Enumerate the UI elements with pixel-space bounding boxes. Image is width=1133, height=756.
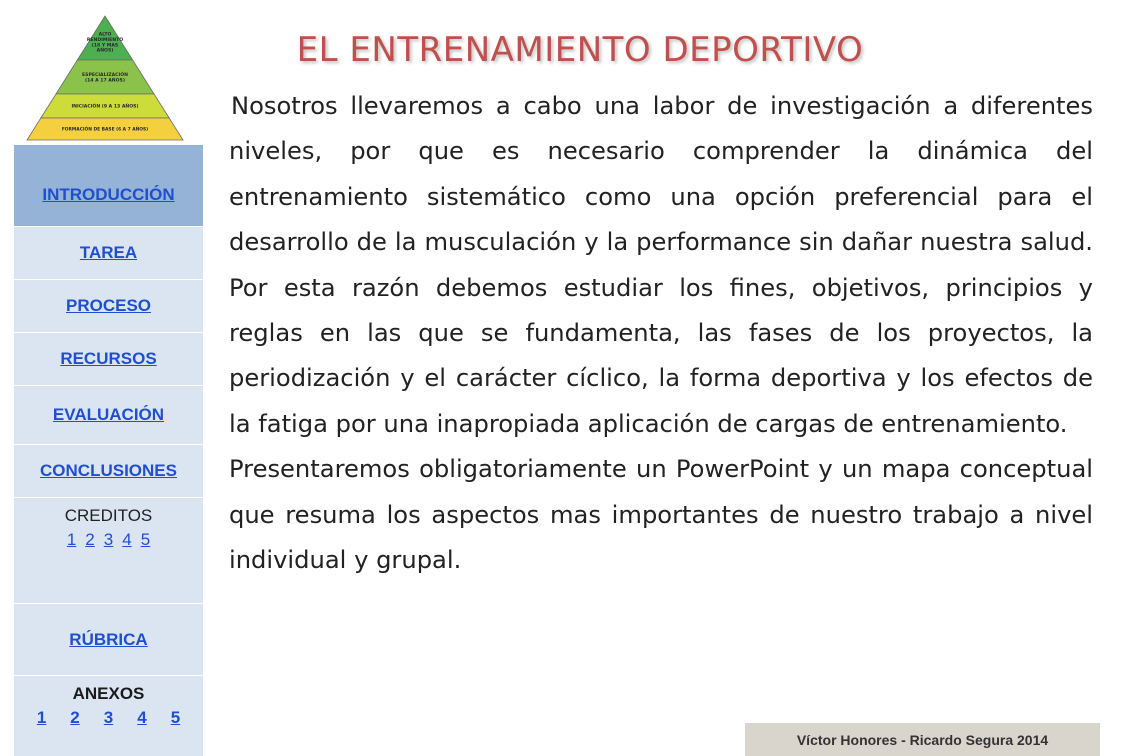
sidebar-item-conclusiones[interactable] <box>14 445 203 498</box>
sidebar-item-introduccion[interactable] <box>14 145 203 227</box>
sidebar-item-creditos <box>14 498 203 604</box>
anexos-link-3[interactable]: 3 <box>103 708 114 727</box>
proceso-link[interactable]: PROCESO <box>65 296 152 315</box>
creditos-link-3[interactable]: 3 <box>103 530 114 549</box>
anexos-label: ANEXOS <box>72 684 145 703</box>
pyramid-level-2-label: ESPECIALIZACIÓN (14 A 17 AÑOS) <box>82 72 128 84</box>
evaluacion-link[interactable]: EVALUACIÓN <box>52 405 165 424</box>
pyramid-logo <box>25 14 185 142</box>
conclusiones-link[interactable]: CONCLUSIONES <box>40 461 177 480</box>
creditos-link-2[interactable]: 2 <box>85 530 95 549</box>
tarea-link[interactable]: TAREA <box>79 243 138 262</box>
sidebar-nav <box>14 145 203 756</box>
deliverables-paragraph: Presentaremos obligatoriamente un PowerPoint y un mapa conceptual que resuma los aspectos mas importantes de nuestro trabajo a nivel individual y grupal. <box>229 455 1093 575</box>
pyramid-level-4-label: FORMACIÓN DE BASE (6 A 7 AÑOS) <box>61 127 149 133</box>
anexos-links <box>37 708 180 728</box>
introduccion-link[interactable]: INTRODUCCIÓN <box>42 184 175 204</box>
author-footer: Víctor Honores - Ricardo Segura 2014 <box>745 723 1100 756</box>
anexos-link-1[interactable]: 1 <box>36 708 47 727</box>
anexos-link-2[interactable]: 2 <box>70 708 80 727</box>
sidebar-item-tarea[interactable] <box>14 227 203 280</box>
sidebar-item-anexos <box>14 676 203 756</box>
creditos-link-5[interactable]: 5 <box>140 530 151 549</box>
recursos-link[interactable]: RECURSOS <box>60 349 157 368</box>
rubrica-link[interactable]: RÚBRICA <box>69 629 148 649</box>
sidebar-item-rubrica[interactable] <box>14 604 203 676</box>
intro-paragraph: Nosotros llevaremos a cabo una labor de investigación a diferentes niveles, por que es necesario comprender la dinámica del entrenamiento sistemático como una opción preferencial para el desarrollo de la musculación y la performance sin dañar nuestra salud. Por esta razón debemos estudiar los fines, objetivos, principios y reglas en las que se fundamenta, las fases de los proyectos, la periodización y el carácter cíclico, la forma deportiva y los efectos de la fatiga por una inapropiada aplicación de cargas de entrenamiento. <box>229 92 1093 438</box>
sidebar-item-proceso[interactable] <box>14 280 203 333</box>
sidebar-item-evaluacion[interactable] <box>14 386 203 445</box>
anexos-link-4[interactable]: 4 <box>137 708 147 727</box>
creditos-label: CREDITOS <box>64 506 153 525</box>
pyramid-level-3-label: INICIACIÓN (9 A 13 AÑOS) <box>71 104 139 110</box>
creditos-link-1[interactable]: 1 <box>66 530 77 549</box>
main-content <box>229 84 1093 583</box>
pyramid-level-1-label: ALTO RENDIMIENTO (18 Y MAS AÑOS) <box>86 32 124 54</box>
anexos-link-5[interactable]: 5 <box>170 708 181 727</box>
sidebar-item-recursos[interactable] <box>14 333 203 386</box>
creditos-links <box>67 530 150 550</box>
creditos-link-4[interactable]: 4 <box>122 530 132 549</box>
page-title: EL ENTRENAMIENTO DEPORTIVO <box>296 30 864 70</box>
